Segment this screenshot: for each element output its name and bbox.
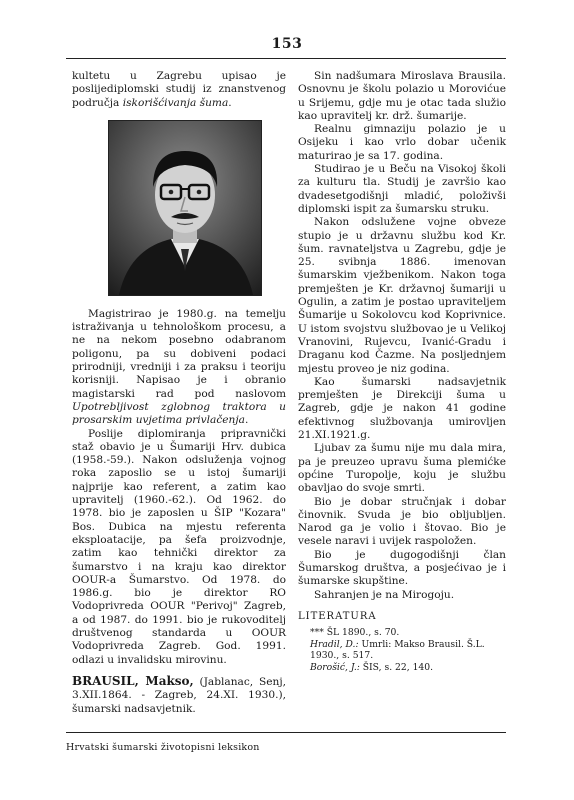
paragraph-1: Sin nadšumara Miroslava Brausila. Osnovnu je školu polazio u Morovićue u Srijemu, gdje mu je otac tada služio kao upravitelj kr. drž. šumarije. — [298, 70, 506, 122]
paragraph-7: Bio je dobar stručnjak i dobar činovnik. Svuda je bio obljubljen. Narod ga je volio i štovao. Bio je vesele naravi i uvijek raspoložen. — [298, 495, 506, 548]
literature-item-1: *** ŠL 1890., s. 70. — [310, 627, 400, 639]
paragraph-9: Sahranjen je na Mirogoju. — [314, 588, 455, 601]
top-rule — [66, 58, 506, 59]
magistrirao-end: . — [244, 414, 249, 427]
paragraph-2: Realnu gimnaziju polazio je u Osijeku i kao vrlo dobar učenik maturirao je sa 17. godina. — [298, 123, 506, 162]
literature-ref-3: ŠIS, s. 22, 140. — [359, 661, 434, 673]
paragraph-8: Bio je dugogodišnji član Šumarskog društva, a posjećivao je i šumarske skupštine. — [298, 548, 506, 588]
entry-details: (Jablanac, Senj, 3.XII.1864. - Zagreb, 24.XI. 1930.), šumarski nadsavjetnik. — [72, 675, 286, 715]
bottom-rule — [66, 732, 506, 733]
intro-paragraph — [72, 70, 286, 110]
paragraph-4: Nakon odslužene vojne obveze stupio je u državnu službu kod Kr. šum. ravnateljstva u Zagrebu, gdje je 25. svibnja 1886. imenovan šumarskim vježbenikom. Nakon toga premješten je Kr. državnoj šumariji u Ogulin, a zatim je postao upraviteljem Šumarije u Sokolovcu kod Koprivnice. U istom svojstvu službovao je u Velikoj Vranovini, Rujevcu, Ivanić-Gradu i Draganu kod Čazme. Na posljednjem mjestu proveo je niz godina. — [298, 216, 506, 375]
thesis-title: Upotrebljivost zglobnog traktora u prosarskim uvjetima privlačenja — [72, 400, 286, 427]
literature-author-3: Borošić, J.: — [310, 661, 360, 673]
entry-heading — [72, 675, 286, 716]
literature-ref-2: Umrli: Makso Brausil. Š.L. 1930., s. 517. — [310, 638, 485, 662]
intro-italic: iskorišćivanja šuma — [122, 96, 229, 109]
paragraph-5: Kao šumarski nadsavjetnik premješten je Direkciji šuma u Zagreb, gdje je nakon 41 godine efektivnog službovanja umirovljen 21.XI.1921.g. — [298, 375, 506, 442]
portrait-photo — [108, 120, 262, 296]
literature-item-2 — [298, 639, 506, 662]
page-number: 153 — [271, 36, 303, 52]
entry-name: BRAUSIL, Makso, — [72, 673, 194, 688]
paragraph-6: Ljubav za šumu nije mu dala mira, pa je preuzeo upravu šuma plemićke općine Turopolje, koju je službu obavljao do svoje smrti. — [298, 442, 506, 495]
literature-heading: LITERATURA — [298, 610, 377, 622]
portrait-illustration — [109, 121, 261, 295]
paragraph-magistrirao — [72, 308, 286, 428]
left-column — [72, 70, 286, 716]
right-column — [298, 70, 506, 673]
literature-item-3 — [298, 662, 506, 674]
intro-text: kultetu u Zagrebu upisao je poslijediplomski studij iz znanstvenog područja — [72, 70, 286, 109]
page-footer: Hrvatski šumarski životopisni leksikon — [66, 742, 260, 753]
paragraph-3: Studirao je u Beču na Visokoj školi za kulturu tla. Studij je završio kao dvadesetgodišnji mladić, položivši diplomski ispit za šumarsku struku. — [298, 163, 506, 215]
magistrirao-text: Magistrirao je 1980.g. na temelju istraživanja u tehnološkom procesu, a ne na nekom posebno odabranom poligonu, pa su dobiveni podaci prirodniji, vredniji i za praksu i teoriju korisniji. Napisao je i obranio magistarski rad pod naslovom — [72, 307, 286, 400]
literature-author-2: Hradil, D.: — [310, 638, 359, 650]
intro-end: . — [228, 96, 232, 109]
paragraph-diplomiranja: Poslije diplomiranja pripravnički staž obavio je u Šumariji Hrv. dubica (1958.-59.). Nakon odsluženja vojnog roka zaposlio se u istoj šumariji najprije kao referent, a zatim kao upravitelj (1960.-62.). Od 1962. do 1978. bio je zaposlen u ŠIP "Kozara" Bos. Dubica na mjestu referenta eksploatacije, pa šefa proizvodnje, zatim kao tehnički direktor za šumarstvo i na kraju kao direktor OOUR-a Šumarstvo. Od 1978. do 1986.g. bio je direktor RO Vodoprivreda OOUR "Perivoj" Zagreb, a od 1987. do 1991. bio je rukovoditelj društvenog standarda u OOUR Vodoprivreda Zagreb. God. 1991. odlazi u invalidsku mirovinu. — [72, 427, 286, 666]
